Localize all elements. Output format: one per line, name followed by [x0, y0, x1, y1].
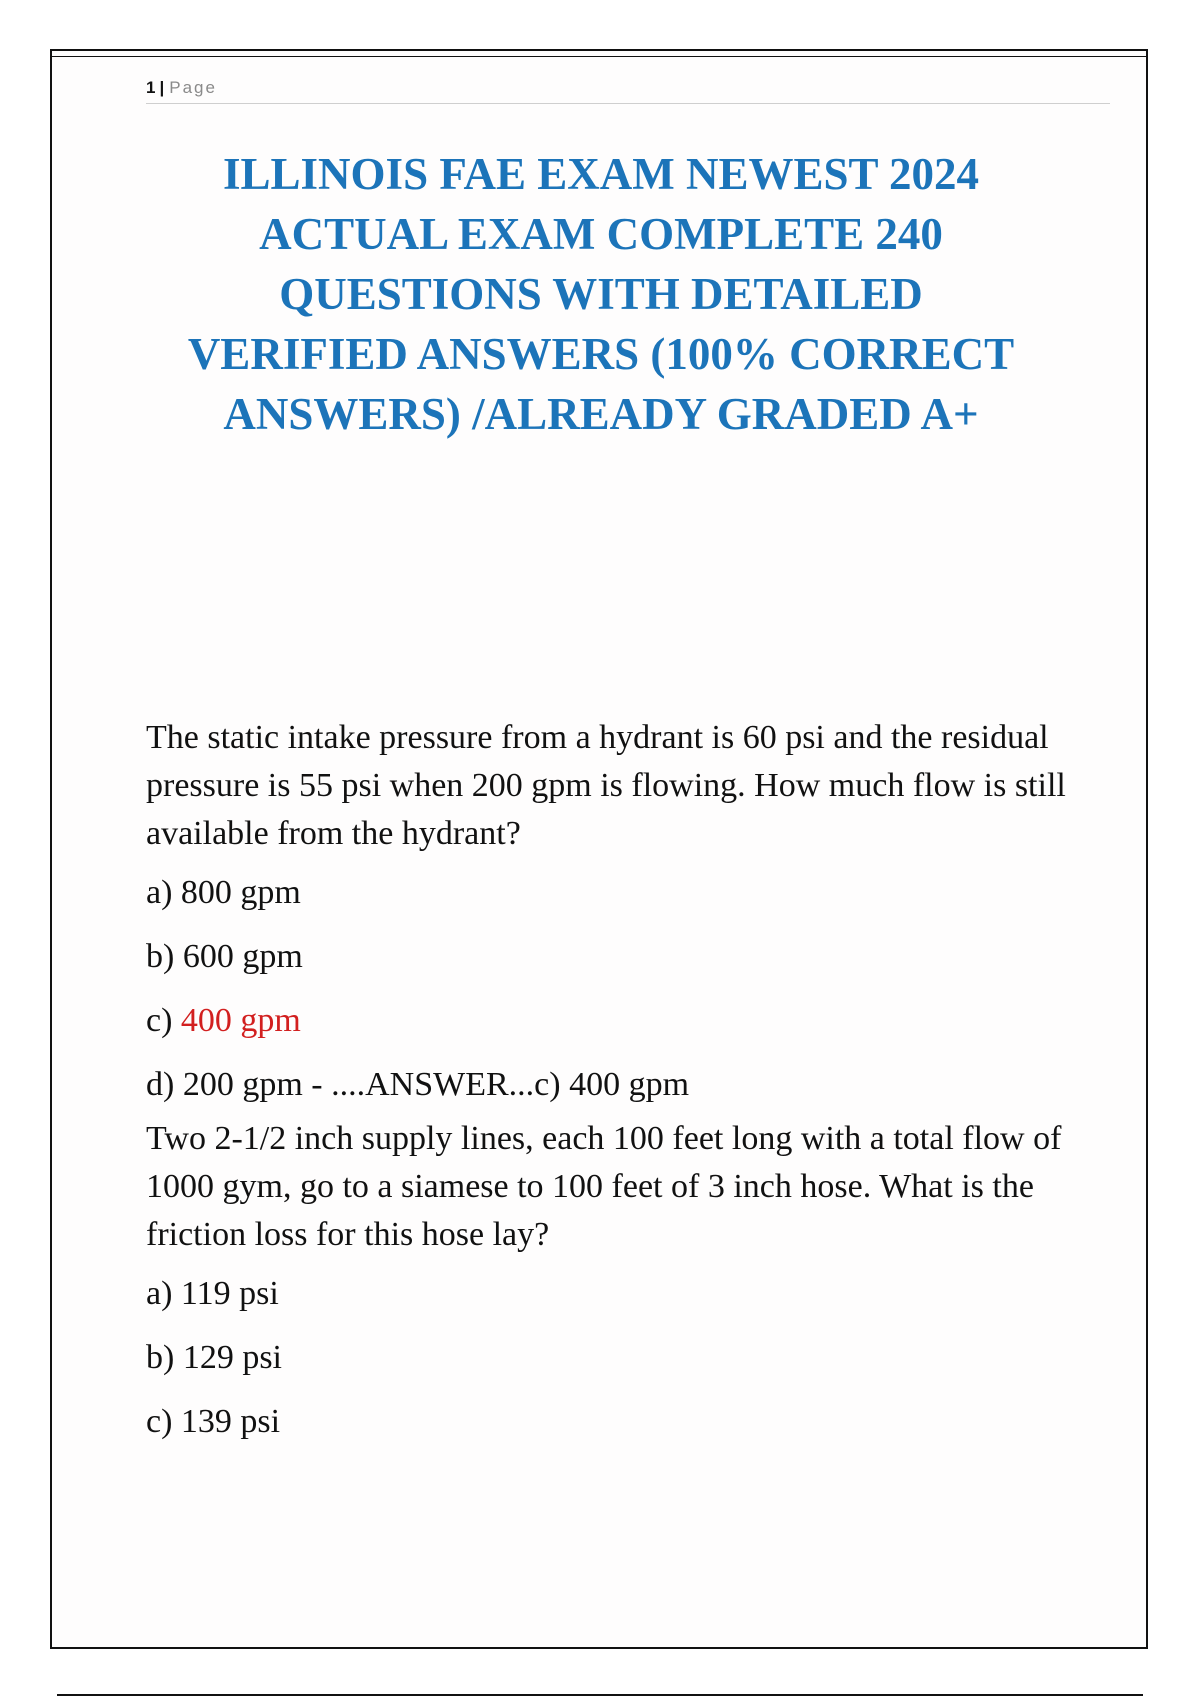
- question-1-option-c: [146, 989, 1066, 1053]
- option-prefix: c): [146, 1403, 181, 1440]
- title-line-4: VERIFIED ANSWERS (100% CORRECT: [187, 329, 1015, 379]
- option-prefix: b): [146, 938, 183, 975]
- question-2-option-c: [146, 1390, 1066, 1454]
- question-2: [146, 1115, 1066, 1454]
- title-line-3: QUESTIONS WITH DETAILED: [279, 269, 923, 319]
- question-1: [146, 714, 1066, 1117]
- page-header: [146, 73, 1110, 104]
- document-title: [112, 144, 1090, 444]
- option-value: 200 gpm - ....ANSWER...c) 400 gpm: [182, 1066, 690, 1103]
- option-value: 129 psi: [182, 1339, 283, 1376]
- page-label: Page: [169, 78, 217, 97]
- next-page-top-rule: [57, 1694, 1143, 1696]
- option-value: 600 gpm: [182, 938, 303, 975]
- correct-answer-highlight: 400 gpm: [180, 1002, 301, 1039]
- question-2-text: Two 2-1/2 inch supply lines, each 100 feet long with a total flow of 1000 gym, go to a siamese to 100 feet of 3 inch hose. What is the friction loss for this hose lay?: [146, 1120, 1062, 1253]
- option-prefix: c): [146, 1002, 181, 1039]
- title-line-1: ILLINOIS FAE EXAM NEWEST 2024: [223, 149, 979, 199]
- page-number: 1: [146, 78, 156, 97]
- question-1-text: The static intake pressure from a hydrant is 60 psi and the residual pressure is 55 psi when 200 gpm is flowing. How much flow is still available from the hydrant?: [146, 719, 1066, 852]
- option-prefix: a): [146, 874, 181, 911]
- option-value: 119 psi: [180, 1275, 279, 1312]
- question-1-option-b: [146, 925, 1066, 989]
- option-prefix: a): [146, 1275, 181, 1312]
- question-2-option-b: [146, 1326, 1066, 1390]
- option-value: 139 psi: [180, 1403, 281, 1440]
- title-line-5: ANSWERS) /ALREADY GRADED A+: [223, 389, 979, 439]
- document-page: [50, 49, 1148, 1649]
- question-2-option-a: [146, 1262, 1066, 1326]
- question-1-option-d: [146, 1053, 1066, 1117]
- option-prefix: b): [146, 1339, 183, 1376]
- title-line-2: ACTUAL EXAM COMPLETE 240: [259, 209, 943, 259]
- question-1-option-a: [146, 861, 1066, 925]
- option-value: 800 gpm: [180, 874, 301, 911]
- header-separator: |: [159, 78, 167, 97]
- option-prefix: d): [146, 1066, 183, 1103]
